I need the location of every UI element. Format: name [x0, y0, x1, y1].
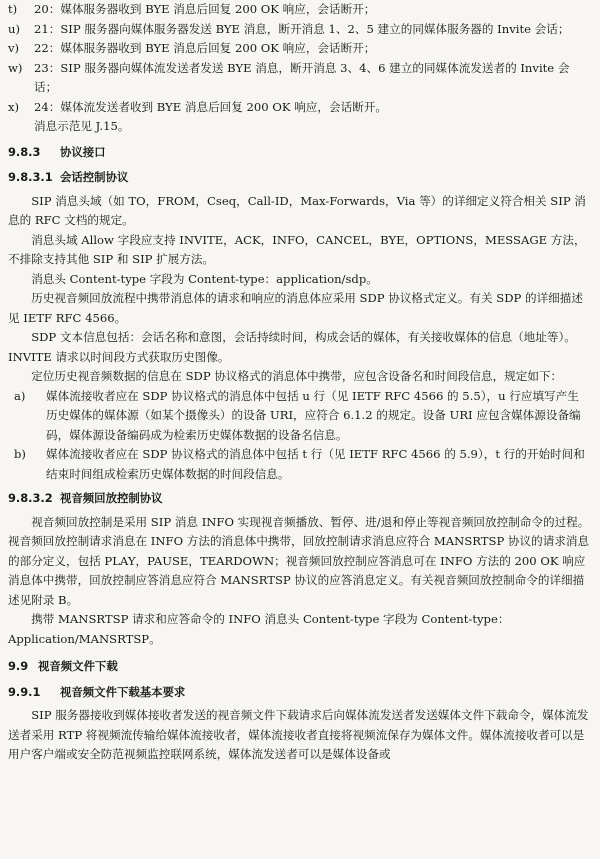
list-item: [8, 98, 590, 118]
section-number: 9.8.3.2: [8, 491, 53, 505]
paragraph: SIP 消息头域（如 TO，FROM，Cseq，Call-ID，Max-Forwards，Via 等）的详细定义符合相关 SIP 消息的 RFC 文档的规定。: [8, 193, 586, 227]
section-title: 视音频回放控制协议: [60, 491, 163, 505]
section-title: 视音频文件下载基本要求: [60, 684, 186, 699]
paragraph: 历史视音频回放流程中携带消息体的请求和响应的消息体应采用 SDP 协议格式定义。有关 SDP 的详细描述见 IETF RFC 4566。: [8, 291, 583, 325]
paragraph: SDP 文本信息包括：会话名称和意图，会话持续时间，构成会话的媒体，有关接收媒体的信息（地址等）。INVITE 请求以时间段方式获取历史图像。: [8, 330, 576, 364]
list-item: [8, 39, 590, 59]
section-title: 会话控制协议: [60, 170, 129, 184]
list-top: [8, 0, 590, 117]
section-number: 9.8.3: [8, 144, 41, 159]
section-heading-9-8-3: [8, 143, 590, 163]
section-heading-9-8-3-1: [8, 168, 590, 188]
section-number: 9.8.3.1: [8, 170, 53, 184]
list-marker: b): [14, 447, 26, 461]
list-text: 24：媒体流发送者收到 BYE 消息后回复 200 OK 响应，会话断开。: [34, 99, 387, 114]
list-text: 23：SIP 服务器向媒体流发送者发送 BYE 消息，断开消息 3、4、6 建立的同媒体流发送者的 Invite 会话；: [34, 60, 570, 94]
section-heading-9-9: [8, 657, 590, 677]
list-item: [8, 445, 590, 484]
list-text: 21：SIP 服务器向媒体服务器发送 BYE 消息，断开消息 1、2、5 建立的同媒体服务器的 Invite 会话；: [34, 21, 570, 36]
list-marker: w): [8, 60, 23, 75]
list-text: 22：媒体服务器收到 BYE 消息后回复 200 OK 响应，会话断开；: [34, 41, 376, 55]
message-example-note: 消息示范见 J.15。: [34, 119, 130, 133]
list-marker: a): [14, 388, 26, 403]
list-text: 20：媒体服务器收到 BYE 消息后回复 200 OK 响应，会话断开；: [34, 2, 376, 16]
list-item: [8, 20, 590, 40]
section-title: 视音频文件下载: [38, 659, 118, 673]
section-title: 协议接口: [60, 144, 106, 159]
paragraph: SIP 服务器接收到媒体接收者发送的视音频文件下载请求后向媒体流发送者发送媒体文件下载命令，媒体流发送者采用 RTP 将视频流传输给媒体流接收者，媒体流接收者直接将视频流保存为媒体文件。媒体流接收者可以是用户客户端或安全防范视频监控联网系统，媒体流发送者可以是媒体设备或: [8, 708, 589, 761]
list-marker: t): [8, 2, 18, 16]
list-text: 媒体流接收者应在 SDP 协议格式的消息体中包括 u 行（见 IETF RFC 4566 的 5.5），u 行应填写产生历史媒体的媒体源（如某个摄像头）的设备 URI，应符合 6.1.2 的规定。设备 URI 应包含媒体源设备编码，媒体源设备编码成为检索历史媒体数据的设备名信息。: [46, 388, 581, 442]
section-number: 9.9.1: [8, 684, 41, 699]
sub-list: [8, 387, 590, 485]
list-item: [8, 0, 590, 20]
list-item: [8, 59, 590, 98]
list-marker: x): [8, 99, 20, 114]
paragraph: 携带 MANSRTSP 请求和应答命令的 INFO 消息头 Content-type 字段为 Content-type：Application/MANSRTSP。: [8, 612, 510, 646]
list-text: 媒体流接收者应在 SDP 协议格式的消息体中包括 t 行（见 IETF RFC 4566 的 5.9），t 行的开始时间和结束时间组成检索历史媒体数据的时间段信息。: [46, 447, 585, 481]
section-heading-9-9-1: [8, 683, 590, 703]
list-marker: u): [8, 21, 20, 36]
paragraph: 消息头域 Allow 字段应支持 INVITE，ACK，INFO，CANCEL，BYE，OPTIONS，MESSAGE 方法，不排除支持其他 SIP 和 SIP 扩展方法。: [8, 232, 586, 266]
list-marker: v): [8, 41, 20, 55]
paragraph: 视音频回放控制是采用 SIP 消息 INFO 实现视音频播放、暂停、进/退和停止等视音频回放控制命令的过程。视音频回放控制请求消息在 INFO 方法的消息体中携带，回放控制请求消息应符合 MANSRTSP 协议的请求消息的部分定义，包括 PLAY，PAUSE，TEARDOWN；视音频回放控制应答消息可在 INFO 方法的 200 OK 响应消息体中携带，回放控制应答消息应符合 MANSRTSP 协议的应答消息定义。有关视音频回放控制命令的详细描述见附录 B。: [8, 514, 590, 607]
list-item: [8, 387, 590, 446]
paragraph: 消息头 Content-type 字段为 Content-type：application/sdp。: [31, 271, 378, 286]
section-number: 9.9: [8, 659, 29, 673]
paragraph: 定位历史视音频数据的信息在 SDP 协议格式的消息体中携带，应包含设备名和时间段信息，规定如下：: [31, 369, 563, 383]
section-heading-9-8-3-2: [8, 489, 590, 509]
